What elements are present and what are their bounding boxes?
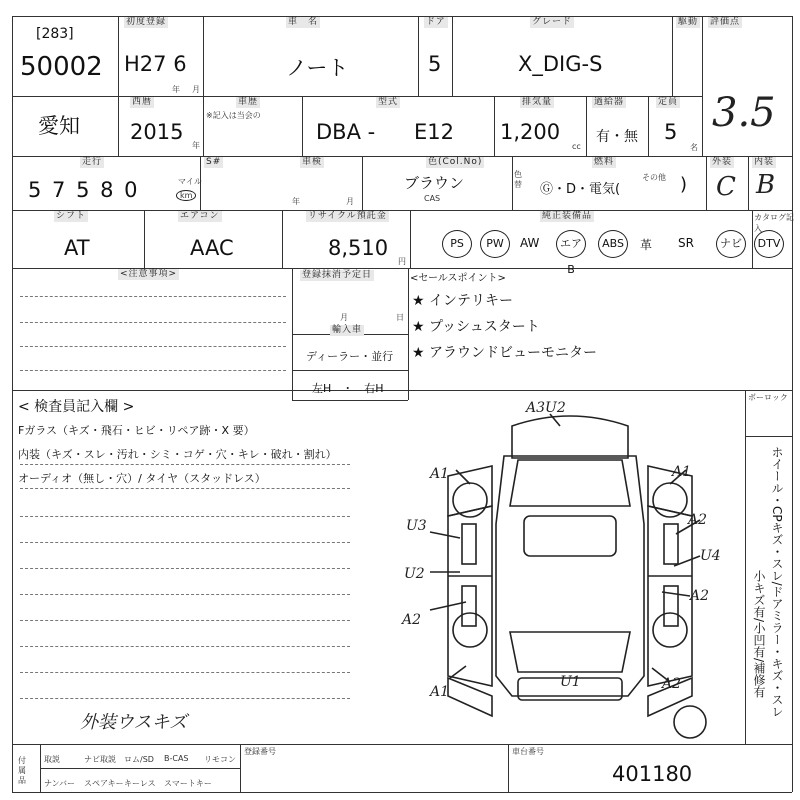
aircon-label: エアコン bbox=[180, 211, 220, 221]
inspector-line-audio: オーディオ（無し・穴）/ タイヤ（スタッドレス） bbox=[18, 472, 266, 485]
type-value: E12 bbox=[414, 120, 454, 144]
side-legend-text2: 小キズ有/小凹有/補修有 bbox=[752, 570, 766, 699]
diagram-wheel-lf bbox=[453, 613, 487, 647]
year-label: 初度登録 bbox=[126, 17, 167, 27]
diagram-right-rear-window bbox=[664, 524, 678, 564]
footer-item: キーレス bbox=[124, 779, 156, 788]
sales-point: ★ プッシュスタート bbox=[412, 319, 540, 335]
capacity-unit: 名 bbox=[690, 143, 698, 152]
divider bbox=[648, 96, 649, 156]
divider bbox=[408, 268, 409, 400]
footer-item: ナンバー bbox=[44, 779, 76, 788]
footer-registration-label: 登録番号 bbox=[244, 747, 276, 756]
divider bbox=[410, 210, 411, 268]
mileage-unit-km: km bbox=[176, 190, 196, 201]
color-change: 色替 bbox=[514, 170, 522, 189]
registration-month: 月 bbox=[340, 313, 348, 322]
region-value: 愛知 bbox=[38, 114, 80, 138]
mark: A1 bbox=[672, 464, 692, 480]
inspector-handwritten-note: 外装ウスキズ bbox=[80, 712, 188, 733]
month-unit: 月 bbox=[192, 85, 200, 94]
mileage-unit-mile: マイル bbox=[178, 177, 202, 186]
inspector-line bbox=[20, 620, 350, 621]
divider bbox=[40, 768, 240, 769]
divider bbox=[586, 96, 587, 156]
footer-item: リモコン bbox=[204, 755, 236, 764]
footer-item: ナビ取説 bbox=[84, 755, 116, 764]
car-damage-diagram bbox=[400, 396, 740, 742]
diagram-rear-bumper bbox=[512, 416, 628, 458]
divider bbox=[144, 210, 145, 268]
import-handle: 左H ・ 右H bbox=[312, 382, 384, 395]
sharp-label: S# bbox=[206, 157, 222, 167]
equipment-item: ナビ bbox=[716, 230, 746, 258]
inspector-line bbox=[20, 698, 350, 699]
equipment-item: エアB bbox=[556, 230, 586, 258]
inspector-line-interior: 内装（キズ・スレ・汚れ・シミ・コゲ・穴・キレ・破れ・割れ） bbox=[18, 448, 337, 461]
fuel-close: ) bbox=[680, 174, 688, 195]
model-name-label: 車 名 bbox=[288, 17, 319, 27]
divider bbox=[418, 16, 419, 96]
frame-right bbox=[792, 16, 793, 792]
color-cas: CAS bbox=[424, 194, 441, 203]
mark: U3 bbox=[406, 518, 427, 534]
score-value: 3.5 bbox=[712, 90, 776, 136]
type-label: 型式 bbox=[378, 97, 399, 107]
frame-left bbox=[12, 16, 13, 792]
inspector-line bbox=[20, 646, 350, 647]
divider bbox=[745, 436, 792, 437]
note-line bbox=[20, 296, 286, 297]
inspection-unit-month: 月 bbox=[346, 197, 354, 206]
equipment-item: DTV bbox=[754, 230, 784, 258]
grade-value: X_DIG-S bbox=[518, 52, 603, 76]
diagram-wheel-rr bbox=[653, 483, 687, 517]
inspector-line bbox=[20, 488, 350, 489]
mark: A2 bbox=[662, 676, 682, 692]
equipment-label2: カタログ記入 bbox=[754, 213, 794, 233]
recycle-value: 8,510 bbox=[328, 236, 389, 260]
divider bbox=[292, 400, 408, 401]
mark: A2 bbox=[688, 512, 708, 528]
model-name-value: ノート bbox=[286, 56, 349, 80]
capacity-value: 5 bbox=[664, 120, 678, 144]
fuel-label: 燃料 bbox=[594, 157, 615, 167]
color-label: 色(Col.No) bbox=[428, 157, 483, 167]
inspector-line-glass: Fガラス（キズ・飛石・ヒビ・リペア跡・X 要） bbox=[18, 424, 255, 437]
displacement-unit: cc bbox=[572, 142, 581, 151]
divider bbox=[672, 16, 673, 96]
shift-value: AT bbox=[64, 236, 90, 260]
type-prefix: DBA - bbox=[316, 120, 376, 144]
equipment-item: 革 bbox=[640, 238, 653, 252]
registration-label: 登録抹消予定日 bbox=[302, 270, 373, 280]
equipment-item: PW bbox=[480, 230, 510, 258]
divider bbox=[512, 156, 513, 210]
divider bbox=[748, 156, 749, 210]
fuel-value: Ⓖ・D・電気( bbox=[540, 182, 621, 197]
mark: A2 bbox=[402, 612, 422, 628]
footer-chassis-label: 車台番号 bbox=[512, 747, 544, 756]
vehicle-history-label: 車歴 bbox=[238, 97, 259, 107]
import-dealer: ディーラー・並行 bbox=[306, 350, 394, 363]
grade-label: グレード bbox=[532, 17, 573, 27]
inspector-line bbox=[20, 568, 350, 569]
turbo-value: 有・無 bbox=[596, 129, 638, 145]
fuel-other: その他 bbox=[642, 173, 666, 182]
western-year-value: 2015 bbox=[130, 120, 184, 144]
equipment-label: 純正装備品 bbox=[542, 211, 593, 221]
inspection-label: 車検 bbox=[302, 157, 323, 167]
western-year-label: 西暦 bbox=[132, 97, 153, 107]
displacement-label: 排気量 bbox=[522, 97, 553, 107]
footer-attach-label: 付属品 bbox=[18, 756, 26, 785]
inspector-line bbox=[20, 542, 350, 543]
footer-item: スペアキー bbox=[84, 779, 124, 788]
divider bbox=[452, 16, 453, 96]
year-value: H27 6 bbox=[124, 52, 187, 76]
divider bbox=[282, 210, 283, 268]
lot-bracket: [283] bbox=[36, 26, 74, 42]
row-line-6 bbox=[12, 744, 792, 745]
divider bbox=[118, 16, 119, 156]
divider bbox=[745, 390, 746, 744]
mark: A1 bbox=[430, 466, 450, 482]
equipment-item: PS bbox=[442, 230, 472, 258]
import-label: 輸入車 bbox=[332, 325, 363, 335]
western-year-unit: 年 bbox=[192, 141, 200, 150]
mark: U1 bbox=[560, 674, 581, 690]
mark: U2 bbox=[404, 566, 425, 582]
row-line-5 bbox=[12, 390, 792, 391]
aircon-value: AAC bbox=[190, 236, 234, 260]
row-line-2 bbox=[12, 156, 792, 157]
diagram-left-side bbox=[448, 506, 492, 686]
score-label: 評価点 bbox=[710, 17, 741, 27]
footer-chassis-value: 401180 bbox=[612, 762, 693, 786]
shift-label: シフト bbox=[56, 211, 87, 221]
notes-label: <注意事項> bbox=[120, 269, 178, 279]
note-line bbox=[20, 346, 286, 347]
divider bbox=[494, 96, 495, 156]
footer-item: 取説 bbox=[44, 755, 60, 764]
mileage-label: 走行 bbox=[82, 157, 103, 167]
frame-bottom bbox=[12, 792, 792, 793]
registration-day: 日 bbox=[396, 313, 404, 322]
inspector-title: < 検査員記入欄 > bbox=[18, 399, 135, 415]
divider bbox=[706, 156, 707, 210]
vehicle-history-note: ※記入は当会の bbox=[206, 111, 261, 120]
divider bbox=[362, 156, 363, 210]
diagram-wheel-rf bbox=[653, 613, 687, 647]
divider bbox=[302, 96, 303, 156]
divider bbox=[203, 96, 204, 156]
inspection-unit-year: 年 bbox=[292, 197, 300, 206]
divider bbox=[702, 16, 703, 156]
diagram-left-rear-window bbox=[462, 524, 476, 564]
diagram-windshield bbox=[510, 632, 630, 672]
interior-label: 内装 bbox=[754, 157, 775, 167]
mark: A1 bbox=[430, 684, 450, 700]
diagram-spare-wheel bbox=[674, 706, 706, 738]
diagram-wheel-lr bbox=[453, 483, 487, 517]
mark: A3U2 bbox=[526, 400, 566, 416]
diagram-left-front-window bbox=[462, 586, 476, 626]
doors-label: ドア bbox=[426, 17, 446, 27]
diagram-roof bbox=[524, 516, 616, 556]
side-legend-text1: ホイール・CPキズ・スレ/ドアミラー・キズ・スレ bbox=[770, 446, 784, 718]
equipment-item: AW bbox=[520, 236, 540, 250]
side-legend-label: ボーロック bbox=[748, 393, 788, 402]
recycle-unit: 円 bbox=[398, 257, 406, 266]
sales-point: ★ アラウンドビューモニター bbox=[412, 345, 598, 361]
divider bbox=[752, 210, 753, 268]
mark: A2 bbox=[690, 588, 710, 604]
mark: U4 bbox=[700, 548, 721, 564]
capacity-label: 定員 bbox=[658, 97, 679, 107]
sales-points-label: <セールスポイント> bbox=[410, 273, 506, 284]
lot-number: 50002 bbox=[20, 52, 103, 82]
displacement-value: 1,200 bbox=[500, 120, 561, 144]
drive-label: 駆動 bbox=[678, 17, 699, 27]
inspector-line bbox=[20, 464, 350, 465]
inspector-line bbox=[20, 672, 350, 673]
equipment-item: ABS bbox=[598, 230, 628, 258]
inspector-line bbox=[20, 516, 350, 517]
footer-item: スマートキー bbox=[164, 779, 212, 788]
color-value: ブラウン bbox=[404, 174, 465, 192]
divider bbox=[508, 744, 509, 792]
interior-value: B bbox=[756, 170, 776, 200]
footer-item: B-CAS bbox=[164, 754, 189, 763]
sales-point: ★ インテリキー bbox=[412, 293, 514, 309]
recycle-label: リサイクル預託金 bbox=[308, 211, 387, 221]
turbo-label: 過給器 bbox=[594, 97, 625, 107]
equipment-item: SR bbox=[678, 236, 694, 250]
divider bbox=[240, 744, 241, 792]
row-line-3 bbox=[12, 210, 792, 211]
year-unit: 年 bbox=[172, 85, 180, 94]
exterior-label: 外装 bbox=[712, 157, 733, 167]
divider bbox=[203, 16, 204, 96]
doors-value: 5 bbox=[428, 52, 442, 76]
exterior-value: C bbox=[716, 172, 736, 202]
mileage-value: 5 7 5 8 0 bbox=[28, 178, 140, 202]
divider bbox=[292, 370, 408, 371]
note-line bbox=[20, 370, 286, 371]
note-line bbox=[20, 322, 286, 323]
diagram-rear-window bbox=[510, 460, 630, 506]
inspector-line bbox=[20, 594, 350, 595]
diagram-body bbox=[496, 456, 644, 696]
footer-item: ロム/SD bbox=[124, 755, 154, 764]
